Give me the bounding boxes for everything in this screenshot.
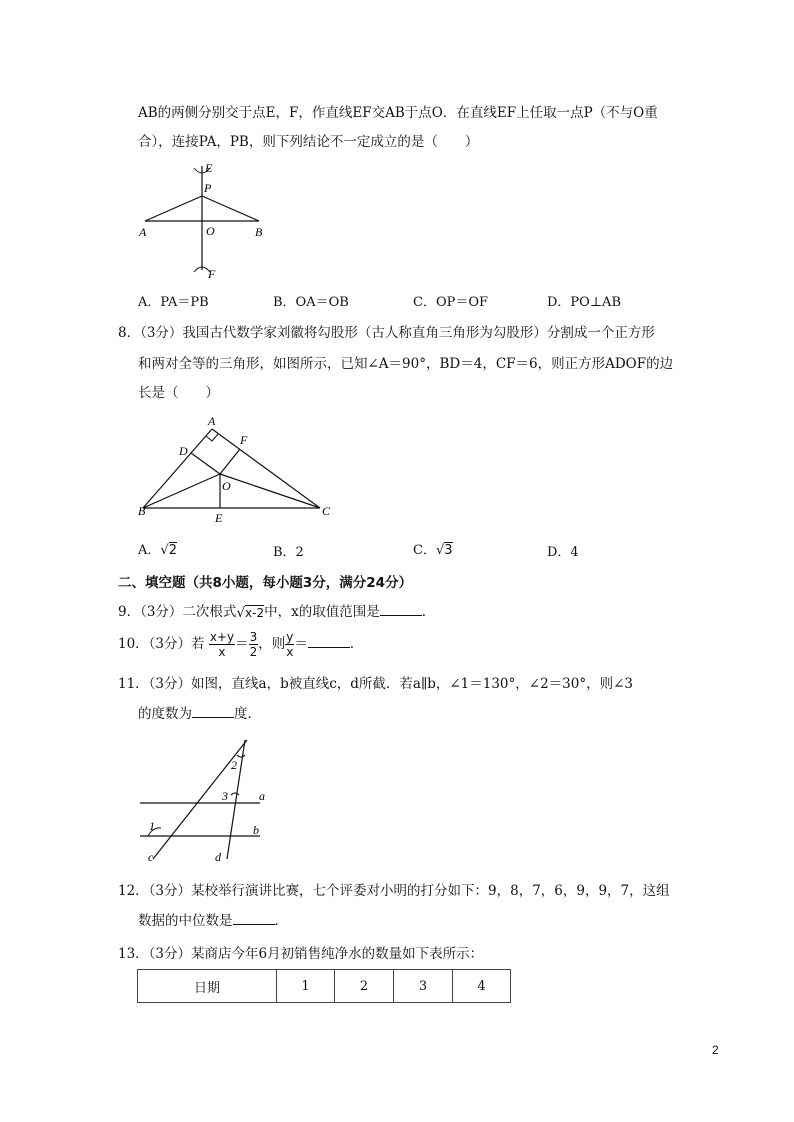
q11-line1: 11．（3分）如图，直线a，b被直线c，d所截．若a∥b，∠1＝130°，∠2＝30°，则∠3 [118, 676, 633, 692]
right-angle-mark [206, 434, 218, 441]
label-a: A [139, 225, 147, 239]
label-b: B [255, 225, 263, 239]
q11-answer-blank [192, 703, 234, 718]
label-c: C [322, 504, 331, 518]
q13-table [137, 969, 511, 1003]
q11-line2: 的度数为 度． [138, 703, 261, 725]
label-c: c [148, 850, 154, 864]
table-cell-3: 3 [394, 970, 453, 1003]
label-d: d [215, 850, 221, 864]
q7-option-d: D．PO⊥AB [547, 295, 621, 310]
q9-answer-blank [380, 601, 422, 616]
label-b: b [253, 823, 259, 837]
q8-line1: 8．（3分）我国古代数学家刘徽将勾股形（古人称直角三角形为勾股形）分割成一个正方形 [118, 325, 655, 341]
q8-line2: 和两对全等的三角形，如图所示，已知∠A＝90°，BD＝4，CF＝6，则正方形ADOF的边 [138, 356, 674, 372]
label-d: D [179, 444, 188, 458]
q8-option-a: A．√2 [138, 543, 177, 558]
q8-option-d: D．4 [547, 545, 579, 560]
side-ac [212, 429, 320, 508]
q10-answer-blank [308, 633, 350, 648]
label-o: O [206, 224, 215, 238]
q10: 10．（3分）若 $\frac{x+y}{x}$ ＝ $\frac{3}{2}$ ，则 $\frac{y}{x}$ ＝ ． [118, 630, 364, 659]
label-p: P [204, 181, 212, 195]
q9: 9．（3分）二次根式√x-2中，x的取值范围是 ． [118, 601, 435, 624]
label-a: A [208, 414, 216, 428]
segment-fo [220, 449, 240, 474]
label-a: a [259, 789, 265, 803]
segment-pb [202, 196, 259, 221]
page-number: 2 [712, 1043, 719, 1057]
q8-option-b: B．2 [273, 545, 304, 560]
label-3: 3 [222, 789, 228, 803]
angle-2-arc [237, 755, 245, 757]
table-cell-2: 2 [335, 970, 394, 1003]
table-cell-4: 4 [453, 970, 511, 1003]
q7-line1: AB的两侧分别交于点E，F，作直线EF交AB于点O．在直线EF上任取一点P（不与O重 [138, 105, 658, 121]
q12-line2: 数据的中位数是 ． [138, 910, 288, 932]
label-f: F [208, 267, 216, 281]
segment-bo [143, 474, 220, 508]
label-o: O [222, 479, 231, 493]
segment-do [191, 453, 220, 474]
segment-pa [145, 196, 202, 221]
q12-answer-blank [233, 910, 275, 925]
segment-co [220, 474, 320, 508]
table-cell-1: 1 [277, 970, 335, 1003]
q7-option-b: B．OA＝OB [273, 295, 349, 310]
label-e: E [205, 161, 213, 175]
side-ab [143, 429, 212, 508]
q8-option-c: C．√3 [413, 543, 453, 558]
table-cell-date: 日期 [138, 970, 277, 1003]
q12-line1: 12．（3分）某校举行演讲比赛，七个评委对小明的打分如下：9，8，7，6，9，9，7，这组 [118, 883, 670, 899]
label-2: 2 [231, 758, 237, 772]
q7-line2: 合），连接PA，PB，则下列结论不一定成立的是（ ） [138, 134, 479, 150]
q7-option-c: C．OP＝OF [413, 295, 489, 310]
q8-line3: 长是（ ） [138, 385, 219, 401]
q13-line1: 13．（3分）某商店今年6月初销售纯净水的数量如下表所示： [118, 946, 484, 962]
table-row [138, 970, 511, 1003]
label-1: 1 [149, 819, 155, 833]
angle-3-arc [231, 793, 239, 795]
label-b: B [138, 504, 146, 518]
label-f: F [240, 433, 248, 447]
section-heading: 二、填空题（共8小题，每小题3分，满分24分） [118, 575, 413, 591]
q11-figure [135, 735, 275, 867]
label-e: E [215, 511, 223, 525]
q7-figure [135, 158, 275, 283]
q8-figure [130, 408, 350, 530]
q7-option-a: A．PA＝PB [138, 295, 209, 310]
